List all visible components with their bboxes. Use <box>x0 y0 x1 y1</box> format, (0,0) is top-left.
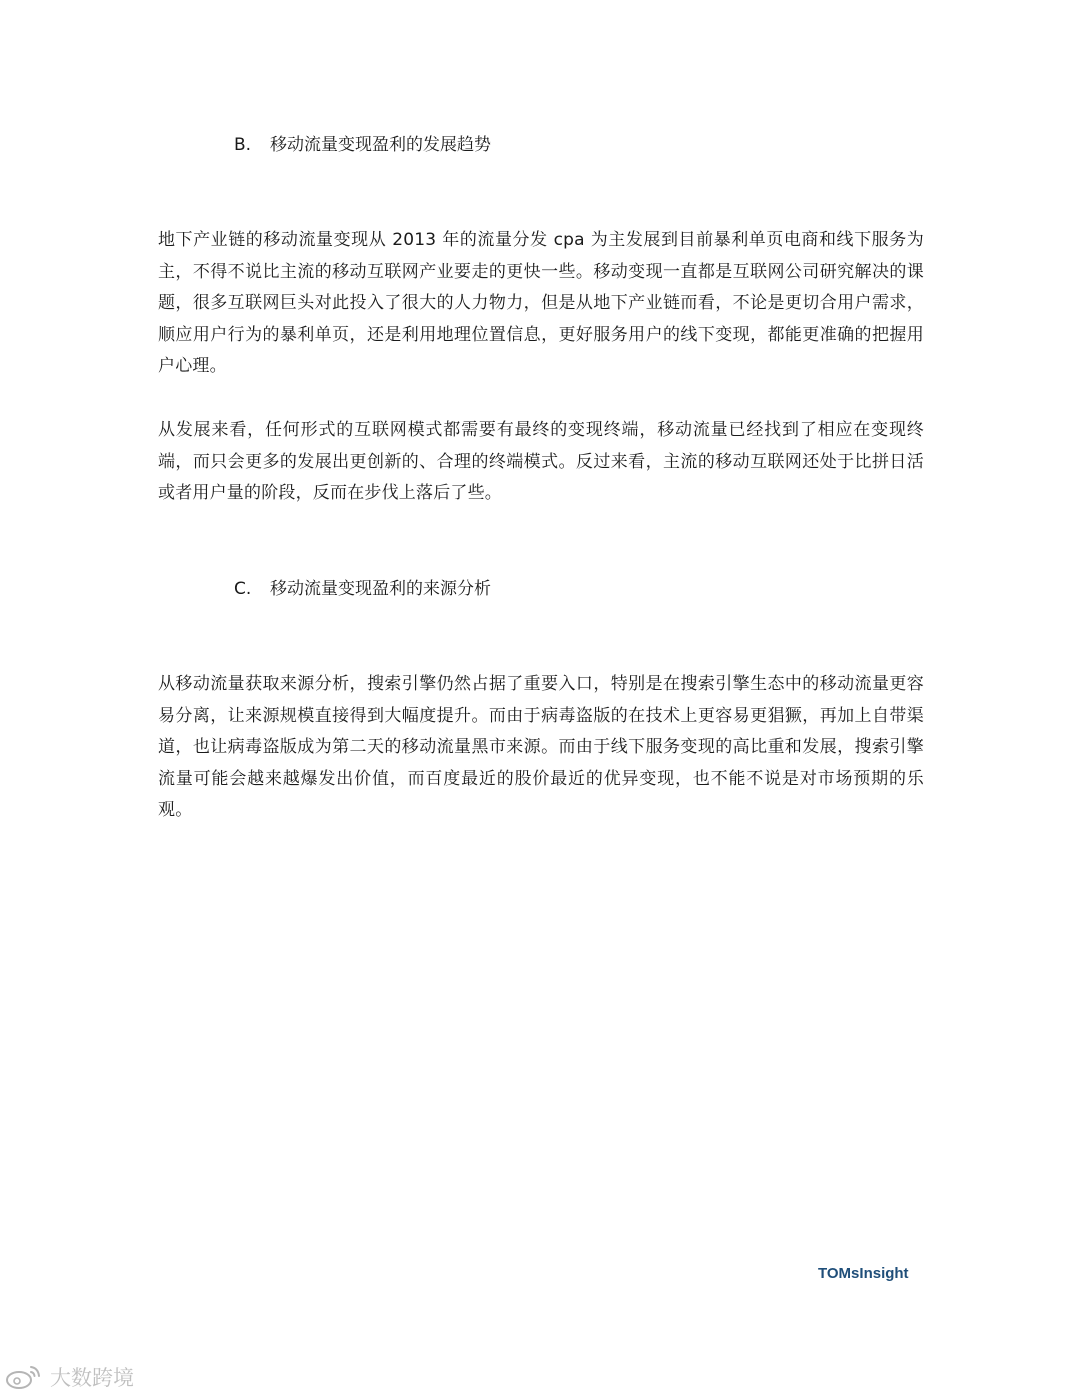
section-marker: C. <box>234 579 252 599</box>
brand-logo: TOMsInsight <box>818 1265 909 1282</box>
paragraph: 地下产业链的移动流量变现从 2013 年的流量分发 cpa 为主发展到目前暴利单页电商和线下服务为主，不得不说比主流的移动互联网产业要走的更快一些。移动变现一直都是互联网公司研究解决的课题，很多互联网巨头对此投入了很大的人力物力，但是从地下产业链而看，不论是更切合用户需求，顺应用户行为的暴利单页，还是利用地理位置信息，更好服务用户的线下变现，都能更准确的把握用户心理。 <box>158 230 924 376</box>
paragraph: 从移动流量获取来源分析，搜索引擎仍然占据了重要入口，特别是在搜索引擎生态中的移动流量更容易分离，让来源规模直接得到大幅度提升。而由于病毒盗版的在技术上更容易更猖獗，再加上自带渠道，也让病毒盗版成为第二天的移动流量黑市来源。而由于线下服务变现的高比重和发展，搜索引擎流量可能会越来越爆发出价值，而百度最近的股价最近的优异变现，也不能不说是对市场预期的乐观。 <box>158 674 924 820</box>
section-marker: B. <box>234 135 252 155</box>
section-heading-c <box>234 577 491 601</box>
section-title: 移动流量变现盈利的发展趋势 <box>270 135 491 155</box>
weibo-logo-icon <box>4 1363 44 1391</box>
paragraph: 从发展来看，任何形式的互联网模式都需要有最终的变现终端，移动流量已经找到了相应在变现终端，而只会更多的发展出更创新的、合理的终端模式。反过来看，主流的移动互联网还处于比拼日活或者用户量的阶段，反而在步伐上落后了些。 <box>158 420 924 503</box>
section-heading-b <box>234 133 491 157</box>
watermark-text: 大数跨境 <box>50 1366 134 1390</box>
section-title: 移动流量变现盈利的来源分析 <box>270 579 491 599</box>
watermark <box>4 1363 134 1391</box>
